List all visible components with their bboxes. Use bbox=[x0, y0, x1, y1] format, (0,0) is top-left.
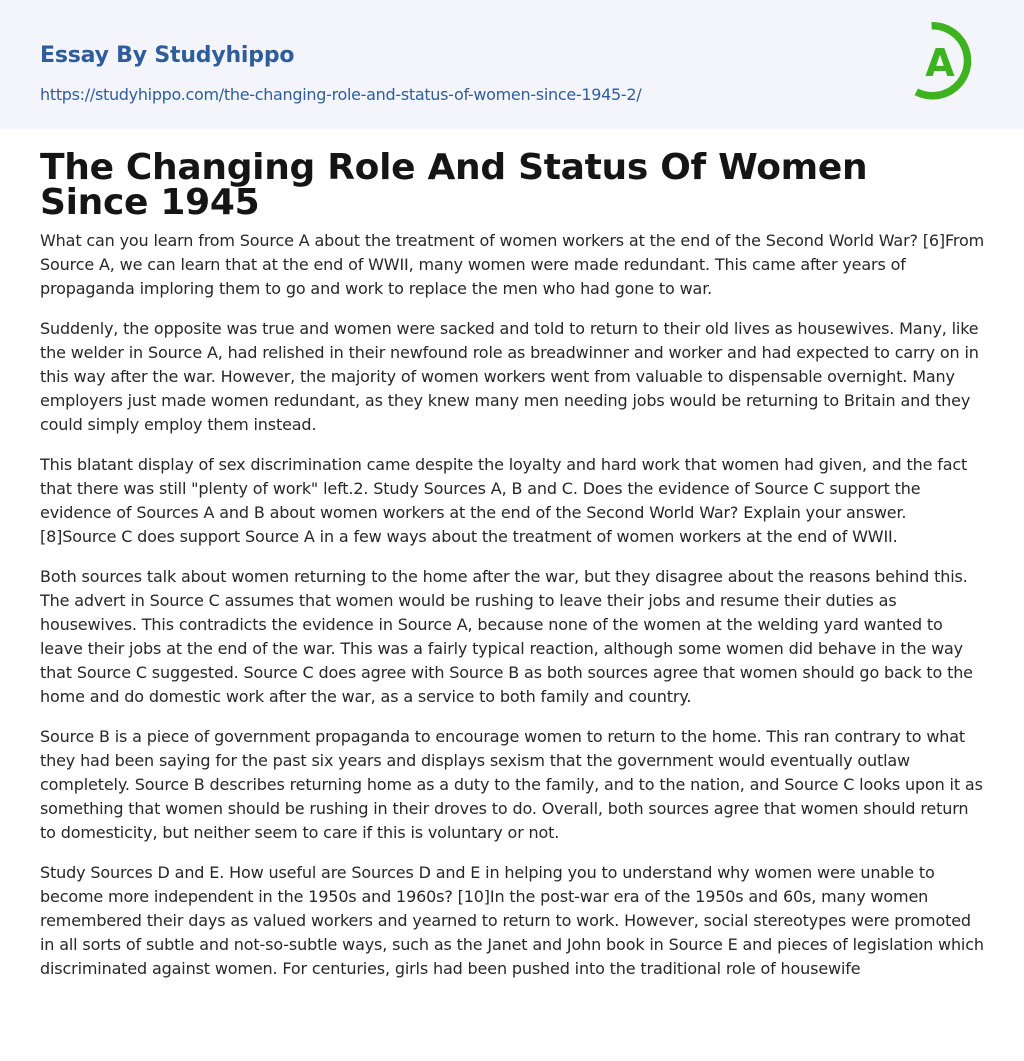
source-url-link[interactable]: https://studyhippo.com/the-changing-role-and-status-of-women-since-1945-2/ bbox=[40, 85, 642, 104]
article-paragraph: Both sources talk about women returning to the home after the war, but they disagree about the reasons behind this. The advert in Source C assumes that women would be rushing to leave their jobs and resume their duties as housewives. This contradicts the evidence in Source A, because none of the women at the welding yard wanted to leave their jobs at the end of the war. This was a fairly typical reaction, although some women did behave in the way that Source C suggested. Source C does agree with Source B as both sources agree that women should go back to the home and do domestic work after the war, as a service to both family and country. bbox=[40, 567, 973, 706]
article-paragraph: What can you learn from Source A about the treatment of women workers at the end of the Second World War? [6]From Source A, we can learn that at the end of WWII, many women were made redundant. This came after years of propaganda imploring them to go and work to replace the men who had gone to war. bbox=[40, 231, 985, 298]
site-header bbox=[0, 0, 1024, 129]
article-paragraph: Study Sources D and E. How useful are Sources D and E in helping you to understand why women were unable to become more independent in the 1950s and 1960s? [10]In the post-war era of the 1950s and 60s, many women remembered their days as valued workers and yearned to return to work. However, social stereotypes were promoted in all sorts of subtle and not-so-subtle ways, such as the Janet and John book in Source E and pieces of legislation which discriminated against women. For centuries, girls had been pushed into the traditional role of housewife bbox=[40, 863, 984, 978]
studyhippo-logo-icon[interactable] bbox=[912, 20, 986, 106]
article-body bbox=[40, 229, 986, 997]
article-title: The Changing Role And Status Of Women Since 1945 bbox=[40, 147, 868, 223]
logo-letter: A bbox=[925, 41, 955, 85]
article-paragraph: Suddenly, the opposite was true and women were sacked and told to return to their old lives as housewives. Many, like the welder in Source A, had relished in their newfound role as breadwinner and worker and had expected to carry on in this way after the war. However, the majority of women workers went from valuable to dispensable overnight. Many employers just made women redundant, as they knew many men needing jobs would be returning to Britain and they could simply employ them instead. bbox=[40, 319, 979, 434]
brand-name[interactable]: Essay By Studyhippo bbox=[40, 43, 295, 68]
article-paragraph: Source B is a piece of government propaganda to encourage women to return to the home. This ran contrary to what they had been saying for the past six years and displays sexism that the government would eventually outlaw completely. Source B describes returning home as a duty to the family, and to the nation, and Source C looks upon it as something that women should be rushing in their droves to do. Overall, both sources agree that women should return to domesticity, but neither seem to care if this is voluntary or not. bbox=[40, 727, 983, 842]
article-paragraph: This blatant display of sex discrimination came despite the loyalty and hard work that women had given, and the fact that there was still "plenty of work" left.2. Study Sources A, B and C. Does the evidence of Source C support the evidence of Sources A and B about women workers at the end of the Second World War? Explain your answer. [8]Source C does support Source A in a few ways about the treatment of women workers at the end of WWII. bbox=[40, 455, 968, 546]
